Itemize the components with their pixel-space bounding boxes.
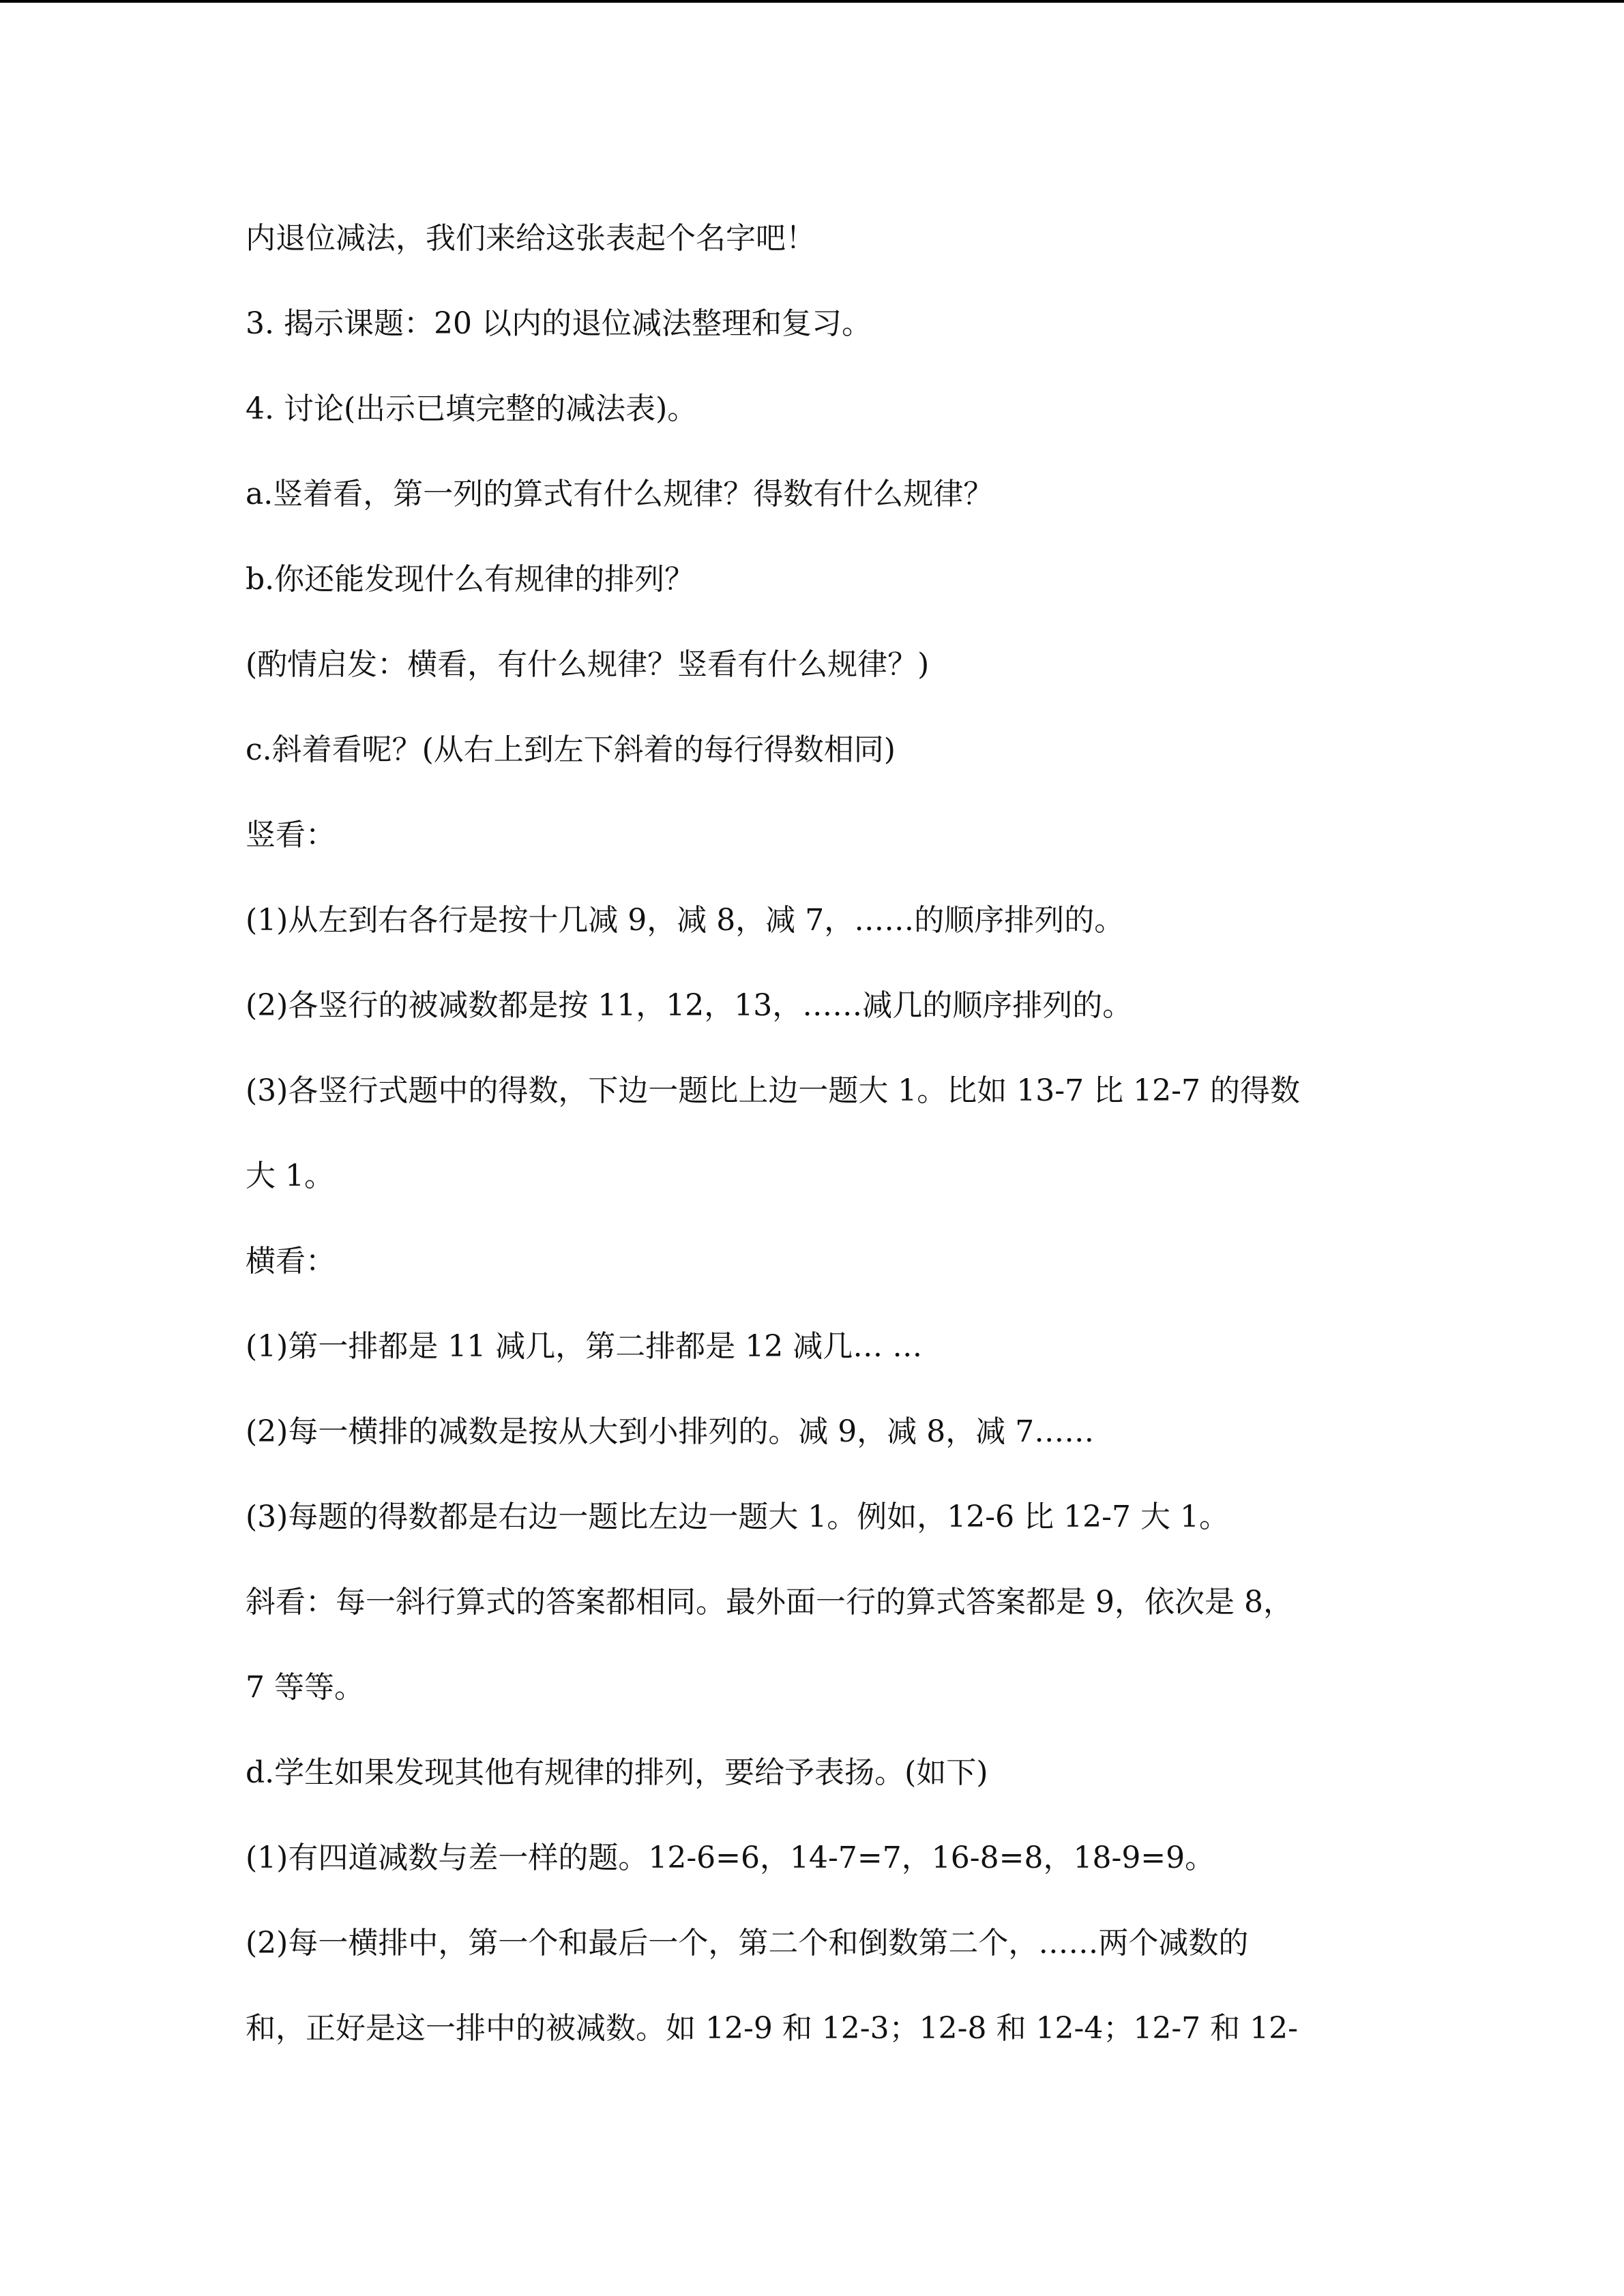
text-line: c.斜着看呢？(从右上到左下斜着的每行得数相同)	[246, 732, 896, 767]
text-line: (1)从左到右各行是按十几减 9，减 8，减 7，……的顺序排列的。	[246, 903, 1125, 938]
text-line: 内退位减法，我们来给这张表起个名字吧！	[246, 221, 816, 256]
text-line: (1)有四道减数与差一样的题。12-6=6，14-7=7，16-8=8，18-9=9。	[246, 1840, 1215, 1875]
text-line: 4. 讨论(出示已填完整的减法表)。	[246, 391, 698, 426]
text-line: 7 等等。	[246, 1670, 364, 1705]
text-line: (3)各竖行式题中的得数，下边一题比上边一题大 1。比如 13-7 比 12-7 的得数	[246, 1073, 1300, 1108]
text-line: (酌情启发：横看，有什么规律？竖看有什么规律？)	[246, 647, 930, 682]
text-line: (3)每题的得数都是右边一题比左边一题大 1。例如，12-6 比 12-7 大 1。	[246, 1500, 1229, 1534]
page-top-border	[0, 0, 1624, 3]
text-line: 横看：	[246, 1244, 336, 1279]
text-line: d.学生如果发现其他有规律的排列，要给予表扬。(如下)	[246, 1755, 988, 1790]
text-line: 斜看：每一斜行算式的答案都相同。最外面一行的算式答案都是 9，依次是 8，	[246, 1585, 1293, 1620]
text-line: 和，正好是这一排中的被减数。如 12-9 和 12-3；12-8 和 12-4；12-7 和 12-	[246, 2011, 1299, 2046]
text-line: (2)各竖行的被减数都是按 11，12，13，……减几的顺序排列的。	[246, 988, 1133, 1023]
text-line: 3. 揭示课题：20 以内的退位减法整理和复习。	[246, 306, 872, 341]
text-line: a.竖着看，第一列的算式有什么规律？得数有什么规律？	[246, 477, 994, 511]
text-line: 大 1。	[246, 1159, 334, 1193]
text-line: (2)每一横排中，第一个和最后一个，第二个和倒数第二个，……两个减数的	[246, 1926, 1249, 1960]
text-line: b.你还能发现什么有规律的排列？	[246, 562, 695, 597]
text-line: 竖看：	[246, 818, 336, 852]
text-line: (2)每一横排的减数是按从大到小排列的。减 9，减 8，减 7……	[246, 1414, 1095, 1449]
text-line: (1)第一排都是 11 减几，第二排都是 12 减几… …	[246, 1329, 923, 1364]
